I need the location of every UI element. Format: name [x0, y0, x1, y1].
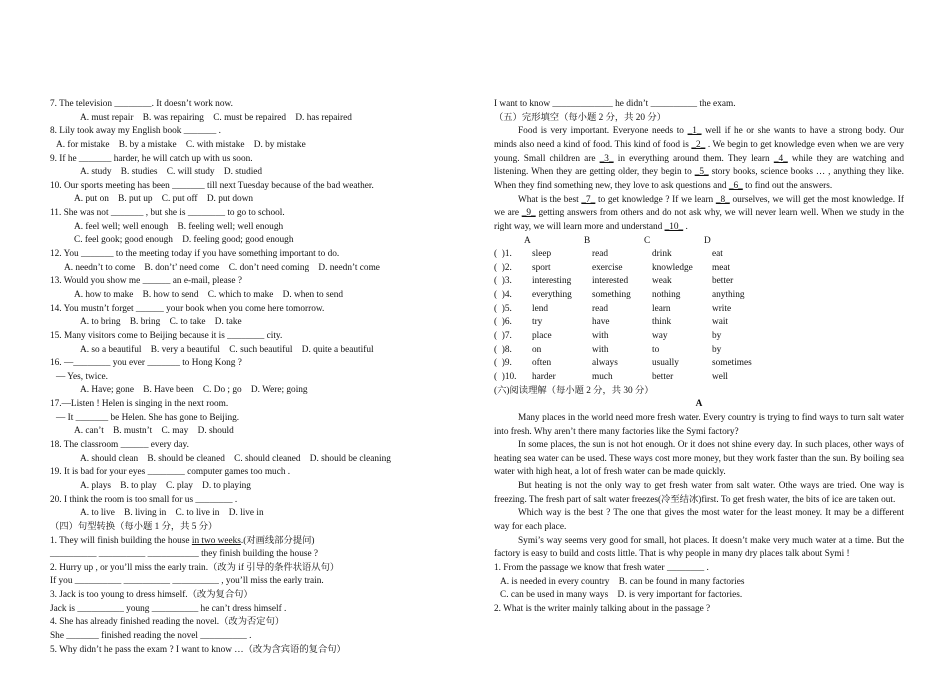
- cloze-blank-6: _6_: [728, 180, 743, 191]
- option-word: on: [532, 344, 542, 355]
- option-word: read: [592, 249, 608, 260]
- cloze-blank-3: _3_: [599, 153, 614, 164]
- transform-2: 2. Hurry up , or you’ll miss the early train.（改为 if 引导的条件状语从句）: [50, 562, 340, 573]
- question-7: 7. The television ________. It doesn’t work now.: [50, 99, 233, 109]
- cloze-text: ourselves, we will get the most knowledge. If we are: [494, 194, 904, 219]
- options-11-cd: C. feel gook; good enough D. feeling good; good enough: [74, 235, 294, 246]
- question-12: 12. You _______ to the meeting today if you have something important to do.: [50, 249, 340, 260]
- option-word: anything: [712, 290, 745, 301]
- options-20: A. to live B. living in C. to live in D. live in: [80, 508, 264, 519]
- cloze-option-row: [494, 248, 904, 262]
- question-20: 20. I think the room is too small for us ________ .: [50, 494, 238, 505]
- option-word: weak: [652, 276, 672, 287]
- reading-question-1: 1. From the passage we know that fresh water ________ .: [494, 563, 709, 574]
- options-7: A. must repair B. was repairing C. must be repaired D. has repaired: [80, 112, 352, 123]
- option-header-a: A: [524, 235, 531, 246]
- option-word: everything: [532, 290, 572, 301]
- question-8: 8. Lily took away my English book _______ .: [50, 126, 221, 137]
- transform-4: 4. She has already finished reading the novel.（改为否定句）: [50, 617, 285, 628]
- options-11-ab: A. feel well; well enough B. feeling well; well enough: [74, 221, 284, 232]
- cloze-text: well if he or she wants to have a strong body. Our minds also need a kind of food. This kind of food is: [494, 126, 904, 150]
- answer-bracket: ( )7.: [494, 331, 512, 342]
- option-word: place: [532, 331, 552, 342]
- transform-1-instruction: .(对画线部分提问): [240, 535, 315, 546]
- cloze-text: What is the best: [518, 194, 582, 205]
- transform-5-answer: I want to know _____________ he didn’t __________ the exam.: [494, 99, 736, 109]
- cloze-text: while they are watching and listening. When they are getting older, they begin to: [494, 153, 904, 178]
- cloze-blank-4: _4_: [773, 153, 788, 164]
- cloze-text: story books, science books … , anything they like. When they find something new, they love to ask questions and: [494, 167, 905, 191]
- option-word: much: [592, 371, 613, 382]
- option-word: read: [592, 303, 608, 314]
- options-9: A. study B. studies C. will study D. studied: [80, 167, 263, 178]
- cloze-text: . We begin to get knowledge even when we are very young. Small children are: [494, 139, 904, 164]
- reading-question-2: 2. What is the writer mainly talking about in the passage ?: [494, 604, 711, 614]
- cloze-blank-1: _1_: [687, 126, 702, 137]
- cloze-text: Food is very important. Everyone needs to: [518, 126, 688, 137]
- options-10: A. put on B. put up C. put off D. put down: [74, 194, 254, 205]
- cloze-blank-7: _7_: [581, 194, 596, 205]
- transform-1-answer: __________ __________ ___________ they finish building the house ?: [50, 549, 319, 560]
- option-word: better: [652, 371, 674, 382]
- cloze-text: .: [683, 221, 688, 232]
- passage-paragraph-2: In some places, the sun is not hot enough. Or it does not shine every day. In such places, other ways of heating sea water can be used. These ways cost more money, but they work faster than the sun. By boiling sea water with high heat, a lot of fresh water can be made quickly.: [494, 440, 904, 478]
- reading-question-1-options-ab: A. is needed in every country B. can be found in many factories: [500, 576, 745, 587]
- option-word: well: [712, 371, 729, 382]
- option-word: interested: [592, 276, 629, 287]
- cloze-option-row: [494, 357, 904, 371]
- option-word: lend: [532, 303, 549, 314]
- option-word: always: [592, 358, 618, 369]
- cloze-blank-5: _5_: [694, 167, 709, 178]
- option-header-d: D: [704, 235, 711, 246]
- options-15: A. so a beautiful B. very a beautiful C. such beautiful D. quite a beautiful: [80, 344, 374, 355]
- cloze-option-row: [494, 330, 904, 344]
- cloze-text: to get knowledge ? If we learn: [595, 194, 716, 205]
- question-16: 16. —________ you ever _______ to Hong Kong ?: [50, 358, 242, 369]
- answer-bracket: ( )3.: [494, 276, 512, 287]
- transform-1: [50, 535, 460, 549]
- cloze-paragraph-2: [494, 194, 904, 235]
- cloze-option-row: [494, 371, 904, 385]
- options-16: A. Have; gone B. Have been C. Do ; go D. Were; going: [80, 385, 308, 396]
- option-word: with: [592, 344, 609, 355]
- answer-bracket: ( )9.: [494, 358, 512, 369]
- option-word: to: [652, 344, 660, 355]
- option-word: better: [712, 276, 734, 287]
- transform-4-answer: She _______ finished reading the novel __________ .: [50, 630, 252, 641]
- option-word: something: [592, 290, 631, 301]
- option-word: wait: [712, 317, 729, 328]
- reading-question-1-options-cd: C. can be used in many ways D. is very important for factories.: [500, 590, 743, 601]
- passage-paragraph-4: Which way is the best ? The one that gives the most water for the least money. It may be a different way for each place.: [494, 508, 904, 533]
- option-word: meat: [712, 262, 731, 273]
- passage-paragraph-1: Many places in the world need more fresh water. Every country is trying to find ways to turn salt water into fresh. Why aren’t there many factories like the Symi factory?: [494, 412, 904, 437]
- option-word: by: [712, 331, 722, 342]
- transform-5: 5. Why didn’t he pass the exam ? I want to know …（改为含宾语的复合句）: [50, 644, 346, 655]
- cloze-blank-8: _8_: [715, 194, 730, 205]
- answer-bracket: ( )4.: [494, 290, 512, 301]
- cloze-blank-10: _10_: [664, 221, 684, 232]
- question-18: 18. The classroom ______ every day.: [50, 440, 189, 451]
- option-word: by: [712, 344, 722, 355]
- option-word: think: [652, 317, 672, 328]
- options-17: A. can’t B. mustn’t C. may D. should: [74, 426, 234, 437]
- section-5-heading: （五）完形填空（每小题 2 分，共 20 分）: [494, 112, 666, 123]
- option-word: knowledge: [652, 262, 693, 273]
- transform-2-answer: If you __________ __________ __________ , you’ll miss the early train.: [50, 576, 324, 587]
- transform-3: 3. Jack is too young to dress himself.（改为复合句）: [50, 590, 253, 601]
- option-word: drink: [652, 249, 672, 260]
- question-17-reply: — It _______ be Helen. She has gone to Beijing.: [56, 412, 240, 423]
- passage-paragraph-3: But heating is not the only way to get fresh water from salt water. Othe ways are tried. One way is freezing. The fresh part of salt water freezes(冷至结冰)first. To get fresh water, the bits of ice are taken out.: [494, 481, 904, 505]
- cloze-paragraph-1: [494, 125, 904, 193]
- cloze-option-row: [494, 316, 904, 330]
- question-17: 17.—Listen ! Helen is singing in the next room.: [50, 399, 229, 410]
- question-10: 10. Our sports meeting has been _______ till next Tuesday because of the bad weather.: [50, 180, 374, 191]
- left-column: [50, 98, 460, 657]
- cloze-text: in everything around them. They learn: [613, 153, 774, 164]
- answer-bracket: ( )6.: [494, 317, 512, 328]
- options-8: A. for mistake B. by a mistake C. with mistake D. by mistake: [56, 139, 306, 150]
- answer-bracket: ( )8.: [494, 344, 512, 355]
- options-14: A. to bring B. bring C. to take D. take: [80, 317, 242, 328]
- section-6-heading: (六)阅读理解（每小题 2 分，共 30 分）: [494, 385, 654, 396]
- answer-bracket: ( )5.: [494, 303, 512, 314]
- question-9: 9. If he _______ harder, he will catch up with us soon.: [50, 153, 253, 164]
- cloze-blank-2: _2_: [691, 139, 706, 150]
- cloze-option-row: [494, 289, 904, 303]
- option-word: exercise: [592, 262, 623, 273]
- options-13: A. how to make B. how to send C. which to make D. when to send: [74, 289, 344, 300]
- option-word: learn: [652, 303, 671, 314]
- option-header-c: C: [644, 235, 651, 246]
- option-word: often: [532, 358, 552, 369]
- section-4-heading: （四）句型转换（每小题 1 分，共 5 分）: [50, 521, 218, 532]
- cloze-blank-9: _9_: [521, 208, 536, 219]
- cloze-options-table: [494, 248, 904, 384]
- transform-1-text: 1. They will finish building the house: [50, 535, 192, 546]
- option-word: with: [592, 331, 609, 342]
- question-16-reply: — Yes, twice.: [56, 371, 108, 382]
- option-word: try: [532, 317, 543, 328]
- question-14: 14. You mustn’t forget ______ your book when you come here tomorrow.: [50, 303, 325, 314]
- question-19: 19. It is bad for your eyes ________ computer games too much .: [50, 467, 291, 478]
- cloze-text: to find out the answers.: [742, 180, 833, 191]
- passage-paragraph-5: Symi’s way seems very good for small, hot places. It doesn’t make very much water at a time. But the factory is easy to build and costs little. That is why people in many dry places talk about Symi !: [494, 535, 904, 560]
- option-word: sometimes: [712, 358, 752, 369]
- option-word: have: [592, 317, 610, 328]
- option-word: way: [652, 331, 668, 342]
- cloze-option-row: [494, 303, 904, 317]
- question-15: 15. Many visitors come to Beijing because it is ________ city.: [50, 330, 283, 341]
- transform-3-answer: Jack is __________ young __________ he can’t dress himself .: [50, 603, 287, 614]
- answer-bracket: ( )10.: [494, 371, 517, 382]
- cloze-options-header: [494, 235, 904, 249]
- cloze-option-row: [494, 344, 904, 358]
- option-header-b: B: [584, 235, 591, 246]
- options-18: A. should clean B. should be cleaned C. should cleaned D. should be cleaning: [80, 453, 391, 464]
- option-word: eat: [712, 249, 723, 260]
- options-12: A. needn’t to come B. don’t’ need come C. don’t need coming D. needn’t come: [64, 262, 380, 273]
- option-word: sport: [532, 262, 551, 273]
- option-word: harder: [532, 371, 556, 382]
- answer-bracket: ( )2.: [494, 262, 512, 273]
- cloze-option-row: [494, 262, 904, 276]
- right-column: [494, 98, 904, 617]
- options-19: A. plays B. to play C. play D. to playing: [80, 480, 251, 491]
- option-word: sleep: [532, 249, 552, 260]
- passage-label: A: [695, 399, 703, 410]
- option-word: write: [712, 303, 732, 314]
- question-11: 11. She was not _______ , but she is ________ to go to school.: [50, 208, 285, 219]
- option-word: interesting: [532, 276, 572, 287]
- cloze-option-row: [494, 275, 904, 289]
- transform-1-underlined: in two weeks: [191, 535, 241, 546]
- option-word: nothing: [652, 290, 681, 301]
- option-word: usually: [652, 358, 679, 369]
- cloze-text: getting answers from others and do not ask why, we will never learn well. When we study in the right way, we will learn more and understand: [494, 208, 904, 232]
- answer-bracket: ( )1.: [494, 249, 512, 260]
- question-13: 13. Would you show me ______ an e-mail, please ?: [50, 276, 242, 287]
